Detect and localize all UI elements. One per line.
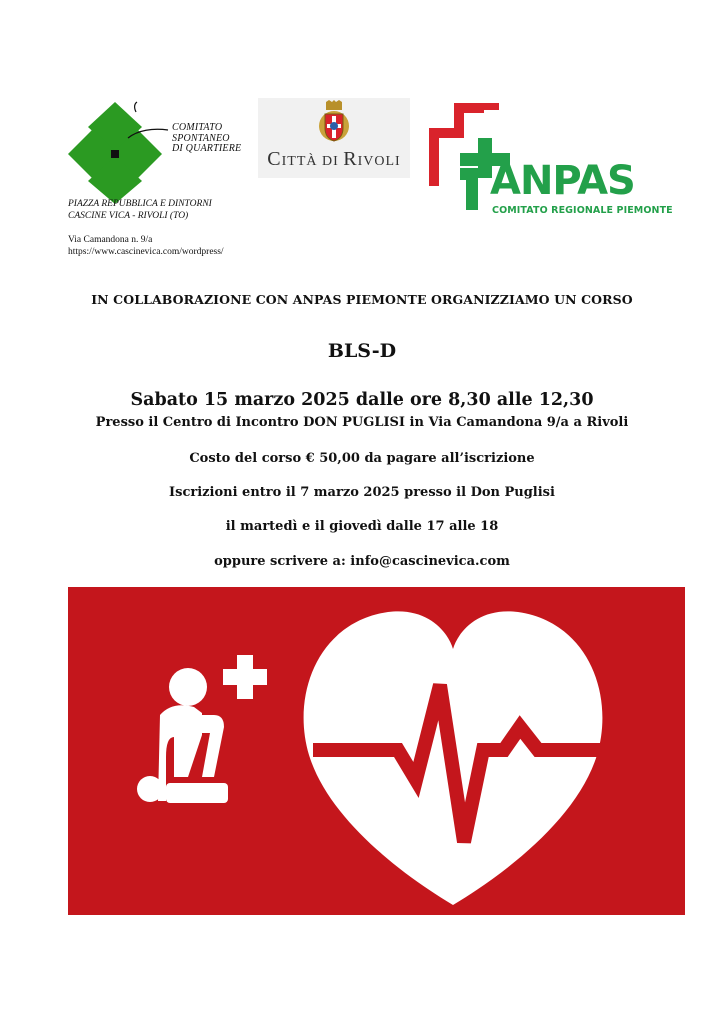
enrollment-days: il martedì e il giovedì dalle 17 alle 18 (225, 519, 499, 534)
comitato-leaf-icon (68, 100, 178, 204)
cpr-person-icon (137, 668, 228, 803)
anpas-name: ANPAS (490, 158, 635, 204)
course-title: BLS-D (327, 340, 397, 362)
intro-text: IN COLLABORAZIONE CON ANPAS PIEMONTE ORGANIZZIAMO UN CORSO (91, 292, 633, 307)
course-cost: Costo del corso € 50,00 da pagare all’iscrizione (189, 451, 535, 466)
comitato-subtitle: PIAZZA REPUBBLICA E DINTORNI CASCINE VICA - RIVOLI (TO) (68, 199, 212, 221)
course-place: Presso il Centro di Incontro DON PUGLISI in Via Camandona 9/a a Rivoli (95, 415, 629, 430)
course-date: Sabato 15 marzo 2025 dalle ore 8,30 alle 12,30 (130, 390, 594, 410)
rivoli-wordmark: CITTÀ DI RIVOLI (267, 148, 401, 170)
comitato-address: Via Camandona n. 9/a https://www.cascinevica.com/wordpress/ (68, 235, 224, 257)
enrollment-info: Iscrizioni entro il 7 marzo 2025 presso il Don Puglisi (169, 485, 555, 500)
bls-d-banner (68, 587, 685, 915)
contact-info: oppure scrivere a: info@cascinevica.com (214, 554, 510, 569)
comitato-title: COMITATO SPONTANEO DI QUARTIERE (172, 122, 242, 154)
anpas-subtitle: COMITATO REGIONALE PIEMONTE (492, 205, 673, 216)
anpas-logo (424, 98, 673, 223)
comitato-logo (66, 96, 256, 266)
citta-di-rivoli-logo (258, 98, 410, 178)
medical-cross-icon (223, 655, 267, 699)
rivoli-crest-icon (316, 100, 352, 146)
